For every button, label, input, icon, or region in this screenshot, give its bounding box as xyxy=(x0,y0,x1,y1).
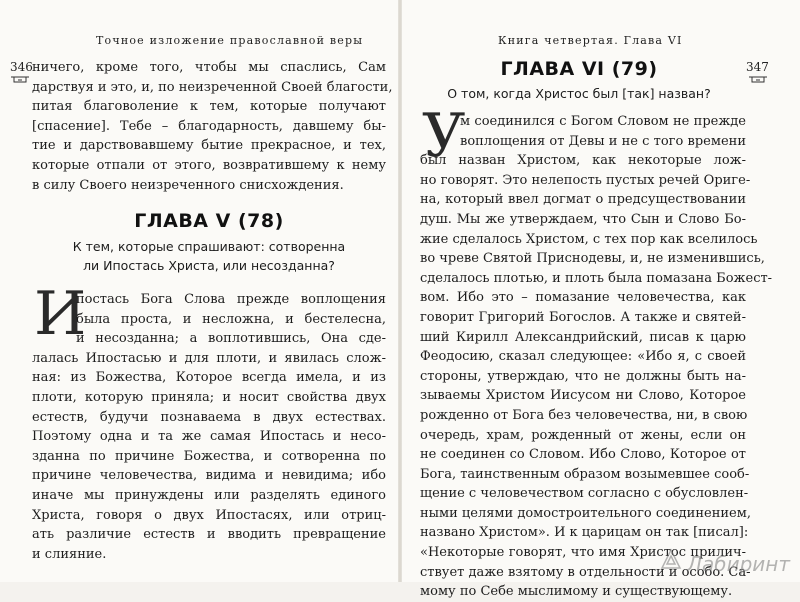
text-line: ствует даже взятому в отдельности и особо. Са- xyxy=(420,564,751,580)
left-page xyxy=(0,0,398,582)
right-page xyxy=(402,0,800,600)
text-line: душ. Мы же утверждаем, что Сын и Слово Бо- xyxy=(420,211,746,227)
text-line: во чреве Святой Приснодевы, и, не изменившись, xyxy=(420,251,765,267)
chapter-vi-text xyxy=(420,112,773,602)
text-line: Христа, говоря о двух Ипостасях, или отриц- xyxy=(32,507,386,523)
text-line: постась Бога Слова прежде воплощения xyxy=(76,292,386,307)
page-number-left: 346 xyxy=(10,60,33,74)
text-line: и слияние. xyxy=(32,546,107,562)
text-line: Феодосию, сказал следующее: «Ибо я, с своей xyxy=(420,349,746,365)
subtitle-line: О том, когда Христос был [так] назван? xyxy=(447,86,711,101)
text-line: иначе мы принуждены или разделять единого xyxy=(32,487,386,503)
subtitle-line: К тем, которые спрашивают: сотворенна xyxy=(72,239,346,254)
text-line: ная: из Божества, Которое всегда имела, и из xyxy=(32,370,386,386)
chapter-subtitle-v xyxy=(32,237,386,275)
text-line: [спасение]. Тебе – благодарность, давшему бы- xyxy=(32,118,386,134)
continuation-text xyxy=(32,58,393,195)
text-line: была проста, и несложна, и бестелесна, xyxy=(76,311,386,327)
page-number-ornament-icon xyxy=(748,76,768,84)
page-number-ornament-icon xyxy=(10,76,30,84)
text-line: стороны, утверждаю, что не должны быть на- xyxy=(420,368,746,384)
text-line: был назван Христом, как некоторые лож- xyxy=(420,153,746,169)
text-line: воплощения от Девы и не с того времени xyxy=(460,133,746,149)
text-line: зданна по причине Божества, и сотворенна по xyxy=(32,448,386,464)
text-line: щение с человечеством согласно с обусловлен- xyxy=(420,486,749,502)
labirint-logo-icon xyxy=(660,548,682,574)
dropcap-letter: У xyxy=(422,101,466,171)
text-line: «Некоторые говорят, что имя Христос прилич- xyxy=(420,545,746,561)
text-line: м соединился с Богом Словом не прежде xyxy=(460,114,746,129)
text-line: на, который ввел догмат о предсуществовании xyxy=(420,192,746,208)
dropcap-letter: И xyxy=(34,279,87,349)
text-line: в силу Своего неизреченного снисхождения. xyxy=(32,177,344,193)
text-line: рожденно от Бога без человечества, ни, в свою xyxy=(420,407,748,423)
page-number-right: 347 xyxy=(746,60,769,74)
text-line: ать различие естеств и вводить превращение xyxy=(32,527,386,543)
text-line: которые отпали от этого, возвратившему к нему xyxy=(32,157,386,173)
text-line: лалась Ипостасью и для плоти, и явилась слож- xyxy=(32,350,386,366)
text-line: ший Кирилл Александрийский, писав к царю xyxy=(420,329,746,345)
text-line: жие сделалось Христом, с тех пор как вселилось xyxy=(420,231,758,247)
chapter-v-text xyxy=(32,290,386,564)
text-line: ничего, кроме того, чтобы мы спаслись, Сам xyxy=(32,60,386,75)
text-line: сделалось плотью, и плоть была помазана Божест- xyxy=(420,270,773,286)
text-line: ными целями домостроительного соединением, xyxy=(420,505,751,521)
text-line: говорит Григорий Богослов. А также и святей- xyxy=(420,309,746,325)
text-line: Поэтому одна и та же самая Ипостась и несо- xyxy=(32,429,386,445)
chapter-heading-v: ГЛАВА V (78) xyxy=(134,210,284,232)
text-line: тие и дарствовавшему бытие прекрасное, и тех, xyxy=(32,138,386,154)
text-line: и несозданна; а воплотившись, Она сде- xyxy=(76,331,386,347)
running-head-left: Точное изложение православной веры xyxy=(96,34,364,47)
subtitle-line: ли Ипостась Христа, или несозданна? xyxy=(83,258,335,273)
running-head-right: Книга четвертая. Глава VI xyxy=(498,34,683,47)
text-line: питая благоволение к тем, которые получают xyxy=(32,99,386,115)
text-line: не соединен со Словом. Ибо Слово, Которое от xyxy=(420,447,746,463)
text-line: названо Христом». И к царицам он так [писал]: xyxy=(420,525,749,541)
text-line: естеств, будучи познаваема в двух естествах. xyxy=(32,409,386,425)
text-line: вом. Ибо это – помазание человечества, как xyxy=(420,290,746,306)
text-line: очередь, храм, рожденный от жены, если он xyxy=(420,427,746,443)
text-line: дарствуя и это, и, по неизреченной Своей благости, xyxy=(32,79,393,95)
text-line: но говорят. Это нелепость пустых речей Ориге- xyxy=(420,172,751,188)
watermark-text: Лабиринт xyxy=(686,552,790,576)
text-line: плоти, которую приняла; и носит свойства двух xyxy=(32,389,386,405)
chapter-heading-vi: ГЛАВА VI (79) xyxy=(500,58,658,80)
text-line: Бога, таинственным образом возымевшее сооб- xyxy=(420,466,750,482)
text-line: причине человечества, видима и невидима; ибо xyxy=(32,468,386,484)
text-line: зываемы Христом Иисусом ни Слово, Которое xyxy=(420,388,746,404)
text-line: мому по Себе мыслимому и существующему. xyxy=(420,584,733,600)
